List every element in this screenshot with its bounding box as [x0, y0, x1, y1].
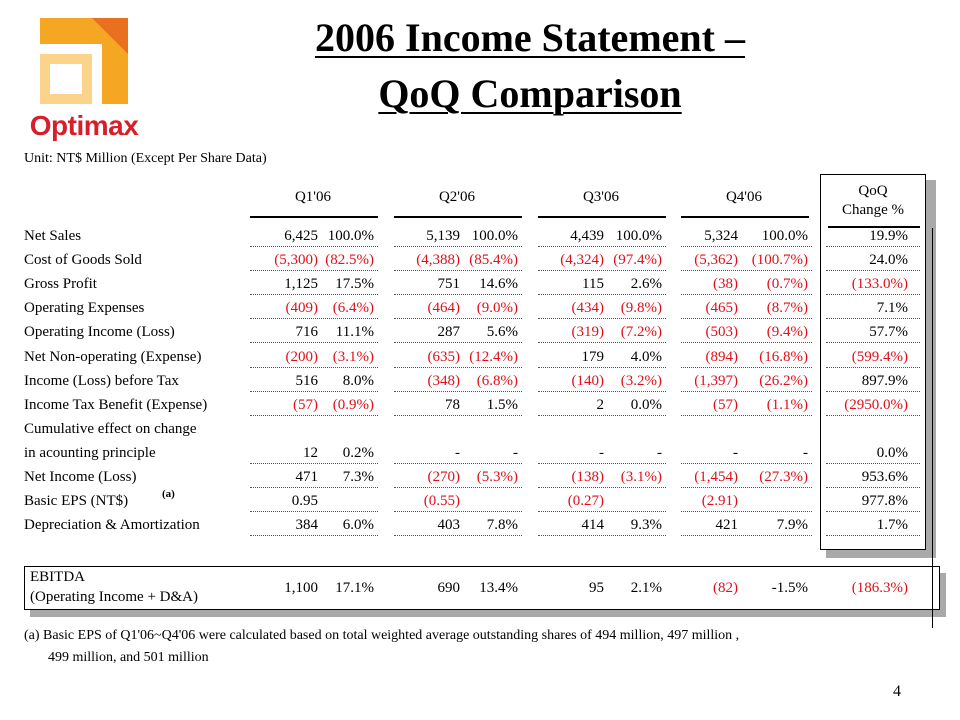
cell-qoq: 7.1% [876, 300, 908, 317]
row-dotted-rule [538, 487, 666, 488]
row-dotted-rule [394, 294, 522, 295]
ebitda-cell-q2p: 13.4% [479, 580, 518, 596]
cell-q1p: 7.3% [342, 469, 374, 485]
cell-q2v: - [455, 444, 460, 461]
row-dotted-rule [538, 463, 666, 464]
cell-q3v: 2 [596, 396, 604, 413]
row-dotted-rule [681, 270, 812, 271]
row-label: Gross Profit [24, 276, 97, 293]
page-number: 4 [893, 683, 901, 700]
table-row [0, 417, 960, 441]
cell-q2v: 751 [437, 276, 460, 293]
cell-q1v: 12 [303, 444, 318, 461]
cell-q1v: (5,300) [274, 252, 318, 269]
cell-q2v: (270) [427, 469, 460, 485]
page-title-line1: 2006 Income Statement – [315, 15, 745, 60]
cell-q2v: 78 [445, 396, 460, 413]
cell-qoq: 19.9% [869, 228, 908, 244]
row-dotted-rule [681, 415, 812, 416]
cell-q1p: 11.1% [335, 324, 374, 341]
row-dotted-rule [394, 463, 522, 464]
cell-q3p: (3.2%) [620, 372, 662, 389]
row-label: Income (Loss) before Tax [24, 372, 179, 389]
cell-q1p: 0.2% [342, 444, 374, 461]
row-label: Cost of Goods Sold [24, 252, 142, 269]
cell-qoq: (2950.0%) [844, 396, 908, 413]
cell-q2p: (5.3%) [476, 469, 518, 485]
row-dotted-rule [250, 294, 378, 295]
cell-q4p: (8.7%) [766, 300, 808, 317]
footnote-line2: 499 million, and 501 million [48, 650, 209, 665]
ebitda-cell-q2v: 690 [437, 580, 460, 596]
cell-q4p: - [803, 444, 808, 461]
cell-q4v: (503) [705, 324, 738, 341]
cell-qoq: 953.6% [861, 469, 908, 485]
cell-q2v: (4,388) [416, 252, 460, 269]
cell-q1v: 471 [295, 469, 318, 485]
row-label: Net Sales [24, 228, 82, 244]
ebitda-cell-q3v: 95 [589, 580, 604, 596]
cell-q3v: 414 [581, 517, 604, 534]
row-dotted-rule [826, 391, 920, 392]
cell-qoq: (133.0%) [851, 276, 908, 293]
right-divider [932, 228, 933, 628]
row-dotted-rule [826, 511, 920, 512]
row-dotted-rule [681, 487, 812, 488]
cell-q4v: (2.91) [701, 493, 738, 510]
row-dotted-rule [250, 391, 378, 392]
cell-q4p: (9.4%) [766, 324, 808, 341]
cell-q4v: 421 [715, 517, 738, 534]
logo-mark-icon [32, 14, 136, 112]
row-label: Operating Expenses [24, 300, 145, 317]
cell-q1p: (0.9%) [332, 396, 374, 413]
ebitda-cell-q1p: 17.1% [335, 580, 374, 596]
row-label: Income Tax Benefit (Expense) [24, 396, 208, 413]
cell-q1v: (200) [285, 348, 318, 365]
row-dotted-rule [681, 246, 812, 247]
cell-q4v: (38) [713, 276, 738, 293]
footnote-marker: (a) [162, 488, 175, 501]
ebitda-cell-qoq: (186.3%) [851, 580, 908, 596]
row-dotted-rule [250, 415, 378, 416]
cell-q3p: (97.4%) [613, 252, 662, 269]
table-row [0, 369, 960, 393]
cell-q3v: (434) [571, 300, 604, 317]
row-dotted-rule [681, 342, 812, 343]
cell-q2p: (9.0%) [476, 300, 518, 317]
row-dotted-rule [538, 367, 666, 368]
cell-q2p: (12.4%) [469, 348, 518, 365]
cell-qoq: 977.8% [861, 493, 908, 510]
table-row [0, 465, 960, 489]
cell-q1v: 6,425 [284, 228, 318, 244]
row-dotted-rule [250, 246, 378, 247]
cell-q3p: 0.0% [630, 396, 662, 413]
header-q4-underline [681, 216, 809, 218]
cell-q1p: 6.0% [342, 517, 374, 534]
cell-q4v: (57) [713, 396, 738, 413]
row-dotted-rule [538, 511, 666, 512]
row-dotted-rule [681, 294, 812, 295]
row-dotted-rule [538, 318, 666, 319]
cell-q4p: 7.9% [776, 517, 808, 534]
row-dotted-rule [394, 487, 522, 488]
cell-q4v: (1,454) [694, 469, 738, 485]
cell-q2v: (348) [427, 372, 460, 389]
cell-q3p: (7.2%) [620, 324, 662, 341]
row-dotted-rule [250, 367, 378, 368]
cell-q4p: (16.8%) [759, 348, 808, 365]
cell-q3v: 115 [582, 276, 604, 293]
cell-q3v: (138) [571, 469, 604, 485]
cell-q2p: - [513, 444, 518, 461]
row-dotted-rule [250, 463, 378, 464]
footnote-line1: (a) Basic EPS of Q1'06~Q4'06 were calculated based on total weighted average outstanding shares of 494 million, 497 million , [24, 628, 740, 643]
row-dotted-rule [681, 367, 812, 368]
row-dotted-rule [681, 463, 812, 464]
cell-q3p: 100.0% [615, 228, 662, 244]
row-dotted-rule [681, 391, 812, 392]
cell-q1v: (57) [293, 396, 318, 413]
cell-qoq: 24.0% [869, 252, 908, 269]
cell-q4p: 100.0% [761, 228, 808, 244]
cell-q1v: 516 [295, 372, 318, 389]
cell-qoq: 1.7% [876, 517, 908, 534]
cell-q3p: - [657, 444, 662, 461]
cell-q1p: (82.5%) [325, 252, 374, 269]
row-dotted-rule [538, 535, 666, 536]
cell-q1p: (3.1%) [332, 348, 374, 365]
cell-q2v: 403 [437, 517, 460, 534]
row-dotted-rule [681, 535, 812, 536]
cell-q3p: 4.0% [630, 348, 662, 365]
cell-q4p: (0.7%) [766, 276, 808, 293]
row-dotted-rule [538, 246, 666, 247]
cell-q3p: 9.3% [630, 517, 662, 534]
table-row [0, 248, 960, 272]
cell-q4p: (27.3%) [759, 469, 808, 485]
ebitda-cell-q4p: -1.5% [771, 580, 808, 596]
row-dotted-rule [826, 487, 920, 488]
row-label: Operating Income (Loss) [24, 324, 175, 341]
ebitda-cell-q1v: 1,100 [284, 580, 318, 596]
cell-q2p: (6.8%) [476, 372, 518, 389]
cell-q3p: (3.1%) [620, 469, 662, 485]
cell-q2p: 5.6% [486, 324, 518, 341]
table-row [0, 393, 960, 417]
cell-q4v: (894) [705, 348, 738, 365]
cell-q3v: (319) [571, 324, 604, 341]
cell-q3v: 179 [581, 348, 604, 365]
cell-q3v: 4,439 [570, 228, 604, 244]
row-label: Cumulative effect on change [24, 420, 197, 437]
row-dotted-rule [394, 535, 522, 536]
row-dotted-rule [681, 511, 812, 512]
row-dotted-rule [394, 270, 522, 271]
row-dotted-rule [394, 246, 522, 247]
row-dotted-rule [826, 535, 920, 536]
cell-q3v: (0.27) [567, 493, 604, 510]
table-row [0, 489, 960, 513]
cell-q2v: 5,139 [426, 228, 460, 244]
row-dotted-rule [538, 294, 666, 295]
row-dotted-rule [538, 415, 666, 416]
cell-q1v: 1,125 [284, 276, 318, 293]
page-title-line2: QoQ Comparison [378, 71, 682, 116]
row-dotted-rule [394, 367, 522, 368]
cell-q4p: (1.1%) [766, 396, 808, 413]
table-row [0, 345, 960, 369]
cell-q1p: 17.5% [335, 276, 374, 293]
row-label: Net Non-operating (Expense) [24, 348, 202, 365]
row-dotted-rule [826, 294, 920, 295]
row-label: Basic EPS (NT$) [24, 493, 129, 510]
row-dotted-rule [826, 246, 920, 247]
cell-q3p: 2.6% [630, 276, 662, 293]
cell-qoq: 897.9% [861, 372, 908, 389]
cell-q1v: 716 [295, 324, 318, 341]
row-dotted-rule [250, 318, 378, 319]
row-dotted-rule [538, 270, 666, 271]
cell-q2p: 7.8% [486, 517, 518, 534]
row-dotted-rule [826, 367, 920, 368]
ebitda-cell-q3p: 2.1% [630, 580, 662, 596]
row-dotted-rule [681, 318, 812, 319]
cell-q2v: (0.55) [423, 493, 460, 510]
cell-q3v: - [599, 444, 604, 461]
cell-q4v: - [733, 444, 738, 461]
cell-q1v: 0.95 [291, 493, 318, 510]
ebitda-label: EBITDA (Operating Income + D&A) [30, 569, 198, 605]
row-dotted-rule [250, 511, 378, 512]
header-q3-underline [538, 216, 666, 218]
cell-q3p: (9.8%) [620, 300, 662, 317]
logo-wordmark: Optimax [29, 110, 139, 141]
header-q2-underline [394, 216, 522, 218]
row-dotted-rule [826, 463, 920, 464]
header-q4: Q4'06 [725, 189, 763, 205]
row-label: Depreciation & Amortization [24, 517, 200, 534]
row-dotted-rule [538, 391, 666, 392]
row-dotted-rule [394, 391, 522, 392]
cell-q2p: (85.4%) [469, 252, 518, 269]
row-dotted-rule [826, 270, 920, 271]
cell-q1v: (409) [285, 300, 318, 317]
row-dotted-rule [394, 415, 522, 416]
table-row [0, 296, 960, 320]
cell-q2p: 14.6% [479, 276, 518, 293]
cell-qoq: 0.0% [876, 444, 908, 461]
table-row [0, 441, 960, 465]
table-row [0, 320, 960, 344]
cell-q1v: 384 [295, 517, 318, 534]
cell-q1p: 8.0% [342, 372, 374, 389]
cell-q1p: (6.4%) [332, 300, 374, 317]
cell-q4v: (465) [705, 300, 738, 317]
cell-q4v: 5,324 [704, 228, 738, 244]
cell-q4p: (26.2%) [759, 372, 808, 389]
cell-q2v: (464) [427, 300, 460, 317]
table-row [0, 224, 960, 248]
row-dotted-rule [826, 342, 920, 343]
cell-q3v: (4,324) [560, 252, 604, 269]
header-q2: Q2'06 [438, 189, 476, 205]
row-dotted-rule [538, 342, 666, 343]
unit-note: Unit: NT$ Million (Except Per Share Data) [24, 151, 267, 166]
header-q1-underline [250, 216, 378, 218]
header-q3: Q3'06 [582, 189, 620, 205]
row-dotted-rule [394, 318, 522, 319]
cell-q2v: 287 [437, 324, 460, 341]
cell-qoq: (599.4%) [851, 348, 908, 365]
row-label: Net Income (Loss) [24, 469, 137, 485]
row-dotted-rule [250, 487, 378, 488]
row-dotted-rule [250, 270, 378, 271]
row-dotted-rule [826, 415, 920, 416]
row-dotted-rule [250, 342, 378, 343]
cell-q1p: 100.0% [327, 228, 374, 244]
cell-q3v: (140) [571, 372, 604, 389]
table-row [0, 272, 960, 296]
cell-q4v: (5,362) [694, 252, 738, 269]
cell-q2v: (635) [427, 348, 460, 365]
cell-q4v: (1,397) [694, 372, 738, 389]
cell-q2p: 1.5% [486, 396, 518, 413]
row-dotted-rule [394, 342, 522, 343]
optimax-logo [14, 14, 154, 141]
row-dotted-rule [250, 535, 378, 536]
table-row [0, 513, 960, 537]
row-dotted-rule [394, 511, 522, 512]
row-label: in acounting principle [24, 444, 156, 461]
cell-qoq: 57.7% [869, 324, 908, 341]
qoq-header: QoQ Change % [841, 183, 905, 218]
cell-q2p: 100.0% [471, 228, 518, 244]
row-dotted-rule [826, 318, 920, 319]
ebitda-values [0, 576, 960, 600]
header-q1: Q1'06 [294, 189, 332, 205]
cell-q4p: (100.7%) [751, 252, 808, 269]
ebitda-cell-q4v: (82) [713, 580, 738, 596]
